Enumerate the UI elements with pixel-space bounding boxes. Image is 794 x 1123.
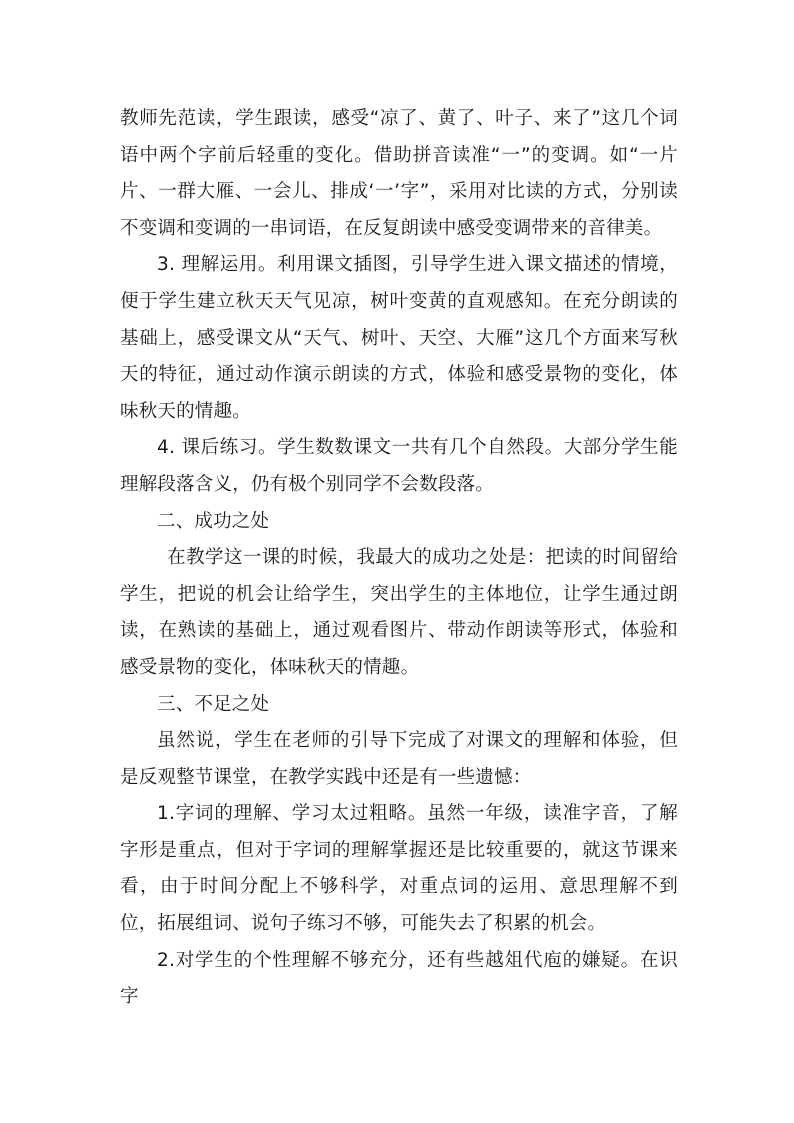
document-body <box>120 101 678 1016</box>
paragraph-reading-practice: 教师先范读，学生跟读，感受“凉了、黄了、叶子、来了”这几个词语中两个字前后轻重的变化。借助拼音读准“一”的变调。如“一片片、一群大雁、一会儿、排成‘一’字”，采用对比读的方式，分别读不变调和变调的一串词语，在反复朗读中感受变调带来的音律美。 <box>120 108 678 239</box>
heading-successes: 二、成功之处 <box>157 510 270 532</box>
paragraph-understanding-application: 3. 理解运用。利用课文插图，引导学生进入课文描述的情境，便于学生建立秋天天气见凉，树叶变黄的直观感知。在充分朗读的基础上，感受课文从“天气、树叶、天空、大雁”这几个方面来写秋天的特征，通过动作演示朗读的方式，体验和感受景物的变化，体味秋天的情趣。 <box>120 254 678 422</box>
paragraph-shortcoming-1: 1.字词的理解、学习太过粗略。虽然一年级，读准字音，了解字形是重点，但对于字词的理解掌握还是比较重要的，就这节课来看，由于时间分配上不够科学，对重点词的运用、意思理解不到位，拓展组词、说句子练习不够，可能失去了积累的机会。 <box>120 803 678 935</box>
heading-shortcomings: 三、不足之处 <box>157 693 270 715</box>
paragraph-successes: 在教学这一课的时候，我最大的成功之处是：把读的时间留给学生，把说的机会让给学生，突出学生的主体地位，让学生通过朗读，在熟读的基础上，通过观看图片、带动作朗读等形式，体验和感受景物的变化，体味秋天的情趣。 <box>120 547 678 678</box>
paragraph-shortcomings-intro: 虽然说，学生在老师的引导下完成了对课文的理解和体验，但是反观整节课堂，在教学实践中还是有一些遗憾： <box>120 730 678 788</box>
paragraph-shortcoming-2: 2.对学生的个性理解不够充分，还有些越俎代庖的嫌疑。在识字 <box>120 949 678 1008</box>
paragraph-after-class-exercise: 4. 课后练习。学生数数课文一共有几个自然段。大部分学生能理解段落含义，仍有极个别同学不会数段落。 <box>120 437 678 495</box>
